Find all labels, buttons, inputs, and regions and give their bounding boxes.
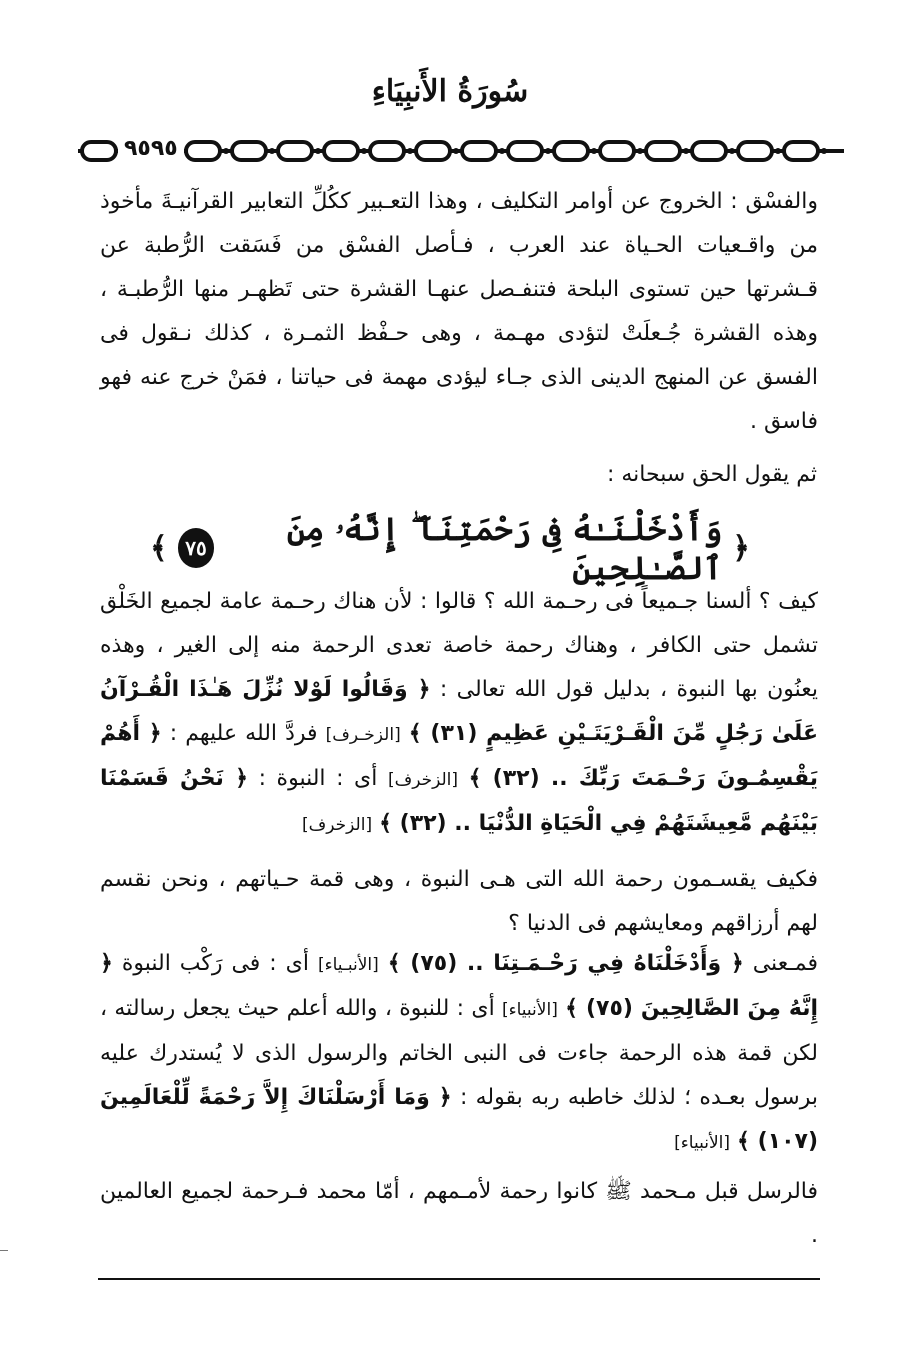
quran-quote: ﴿ وَأَدْخَلْنَاهُ فِي رَحْـمَـتِنَا .. (٧٥) ﴾	[387, 951, 744, 976]
quran-quote: ﴿ إِنَّهُ مِنَ الصَّالِحِينَ (٧٥) ﴾	[100, 951, 819, 1021]
paragraph-qisma: فكيف يقسـمون رحمة الله التى هـى النبوة ، وهى قمة حـياتهم ، ونحن نقسم لهم أرزاقهم ومعايشهم فى الدنيا ؟	[100, 867, 818, 936]
text-segment: فمـعنى	[752, 951, 818, 976]
open-bracket-icon: ﴿	[732, 530, 750, 566]
paragraph-meaning	[100, 942, 818, 1165]
verse-intro: ثم يقول الحق سبحانه :	[606, 462, 817, 487]
paragraph-rahma	[100, 580, 818, 847]
surah-reference: [الأنبياء]	[501, 1000, 558, 1020]
surah-title: سُورَةُ الأَنبِيَاءِ	[371, 74, 529, 109]
quran-quote: ﴿ نَحْنُ قَسَمْنَا بَيْنَهُم مَّعِيشَتَهُمْ فِي الْحَيَاةِ الدُّنْيَا .. (٣٢) ﴾	[100, 766, 818, 836]
header-ornament	[78, 136, 844, 166]
paragraph-closing: فالرسل قبل مـحمد ﷺ كانوا رحمة لأمـمهم ، أمّا محمد فـرحمة لجميع العالمين .	[100, 1179, 818, 1248]
quran-quote: ﴿ وَقَالُوا لَوْلا نُزِّلَ هَـٰذَا الْقُـرْآنُ عَلَىٰ رَجُلٍ مِّنَ الْقَـرْيَتَـيْنِ عَظِيمٍ (٣١) ﴾	[100, 677, 818, 746]
page-number: ٩٥٩٥	[118, 136, 184, 161]
surah-reference: [الزخرف]	[302, 815, 373, 835]
text-segment: أى : النبوة :	[258, 766, 378, 791]
surah-reference: [الزخرف]	[387, 770, 459, 790]
close-bracket-icon: ﴾	[150, 530, 168, 566]
verse-heading	[150, 509, 750, 587]
margin-mark	[0, 1250, 8, 1251]
text-segment: فردَّ الله عليهم :	[169, 721, 318, 746]
verse-text: وَأَدْخَلْنَـٰهُ فِى رَحْمَتِنَآ ۖ إِنَّهُۥ مِنَ ٱلصَّـٰلِحِينَ	[286, 509, 723, 587]
surah-reference: [الأنبـياء]	[317, 955, 379, 975]
verse-number-badge: ٧٥	[178, 528, 215, 568]
footer-rule	[98, 1278, 820, 1280]
paragraph-fisq: والفسْق : الخروج عن أوامر التكليف ، وهذا التعـبير ككُلِّ التعابير القرآنيـةَ مأخوذ من واقـعيات الحـياة عند العرب ، فـأصل الفسْق من فَسَقت الرُّطبة عن قـشرتها حين تستوى البلحة فتنفـصل عنهـا القشرة حتى تَظهـر منها الرُّطبـة ، وهذه القشرة جُـعلَتْ لتؤدى مهـمة ، وهى حـفْظ الثمـرة ، كذلك نـقول فى الفسق عن المنهج الدينى الذى جـاء ليؤدى مهمة فى حياتنا ، فمَنْ خرج عنه فهو فاسق .	[100, 189, 818, 434]
text-segment: أى : فى رَكْب النبوة	[121, 951, 309, 976]
surah-reference: [الزخـرف]	[325, 725, 401, 745]
quran-quote: ﴿ أَهُمْ يَقْسِمُـونَ رَحْـمَتَ رَبِّكَ .. (٣٢) ﴾	[100, 721, 819, 791]
quran-quote: ﴿ وَمَا أَرْسَلْنَاكَ إِلاَّ رَحْمَةً لِّلْعَالَمِينَ (١٠٧) ﴾	[100, 1085, 818, 1154]
surah-reference: [الأنبياء]	[674, 1133, 731, 1153]
text-segment: كيف ؟ ألسنا جـميعاً فى رحـمة الله ؟ قالوا : لأن هناك رحـمة عامة لجميع الخَلْق تشمل حتى الكافر ، وهناك رحمة خاصة تعدى الرحمة منه إلى الغير ، وهذه يعنُون بها النبوة ، بدليل قول الله تعالى :	[100, 589, 818, 702]
text-segment: أى : للنبوة ، والله أعلم حيث يجعل رسالته ، لكن قمة هذه الرحمة جاءت فى النبى الخاتم والرسول الذى لا يُستدرك عليه برسول بعـده ؛ لذلك خاطبه ربه بقوله :	[100, 996, 818, 1110]
